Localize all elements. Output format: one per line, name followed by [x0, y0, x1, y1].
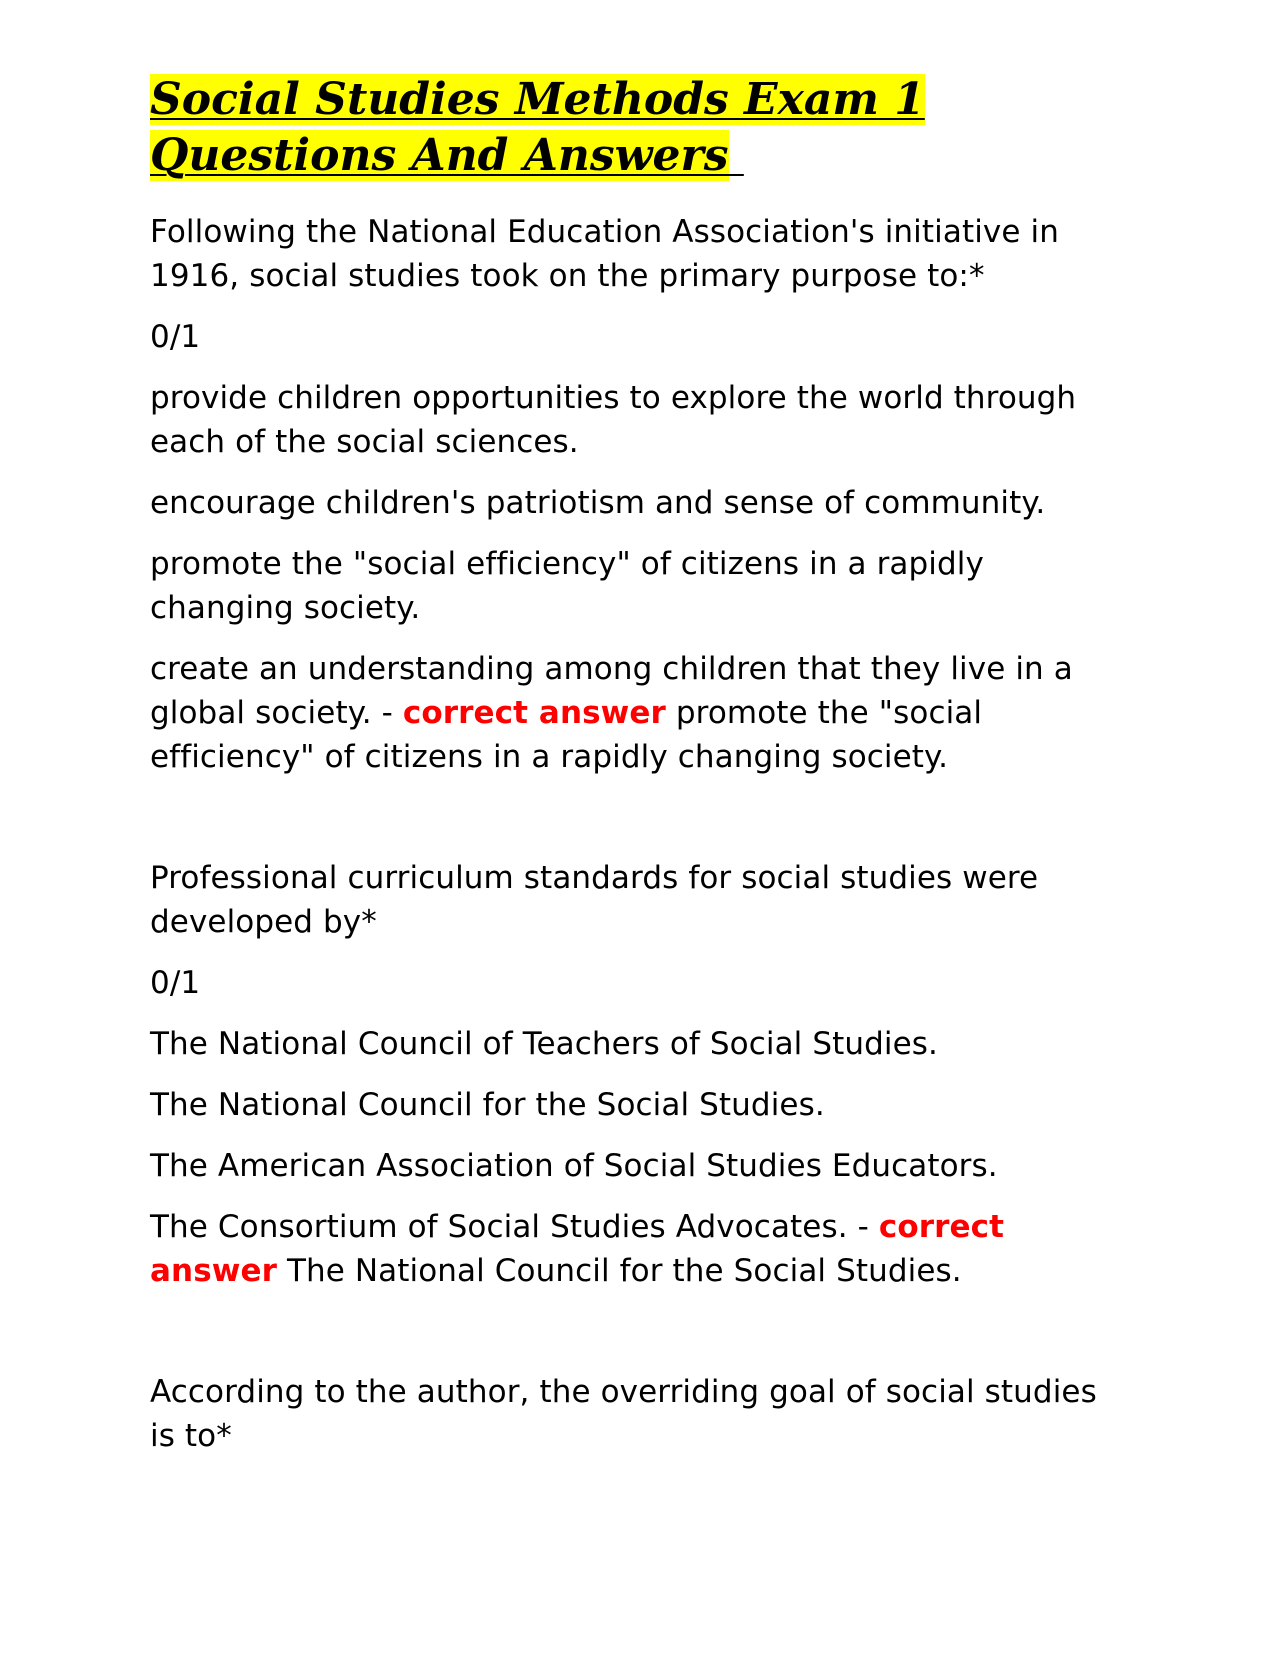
correct-answer-text: The National Council for the Social Studies.	[277, 1253, 962, 1289]
answer-option: encourage children's patriotism and sense of community.	[150, 485, 1046, 521]
answer-option: The National Council of Teachers of Social Studies.	[150, 1026, 939, 1062]
answer-option: provide children opportunities to explore the world through each of the social sciences.	[150, 380, 1077, 460]
question-prompt: Following the National Education Association's initiative in 1916, social studies took on the primary purpose to:*	[150, 214, 1059, 294]
answer-option: The American Association of Social Studies Educators.	[150, 1148, 998, 1184]
spacer	[150, 796, 1130, 856]
answer-option: The National Council for the Social Studies.	[150, 1087, 825, 1123]
answer-option-last: The Consortium of Social Studies Advocates. -	[150, 1209, 879, 1245]
question-3	[150, 1370, 1130, 1458]
answer-option-last: create an understanding among children that they live in a global society. -	[150, 651, 1073, 731]
question-score: 0/1	[150, 319, 201, 355]
document-page	[150, 72, 1130, 1475]
answer-option-with-correct	[150, 1205, 1130, 1293]
correct-answer-text: promote the "social efficiency" of citizens in a rapidly changing society.	[150, 695, 983, 775]
question-1	[150, 210, 1130, 779]
answer-option-with-correct	[150, 647, 1130, 779]
question-prompt: According to the author, the overriding goal of social studies is to*	[150, 1374, 1097, 1454]
question-prompt: Professional curriculum standards for social studies were developed by*	[150, 860, 1039, 940]
question-score: 0/1	[150, 965, 201, 1001]
correct-answer-label: correct answer	[402, 695, 666, 731]
title-highlight: Social Studies Methods Exam 1 Questions And Answers	[150, 74, 925, 181]
answer-option: promote the "social efficiency" of citizens in a rapidly changing society.	[150, 546, 984, 626]
spacer	[150, 1310, 1130, 1370]
correct-answer-label: correct answer	[150, 1209, 1005, 1289]
question-2	[150, 856, 1130, 1293]
document-title	[150, 72, 1130, 184]
